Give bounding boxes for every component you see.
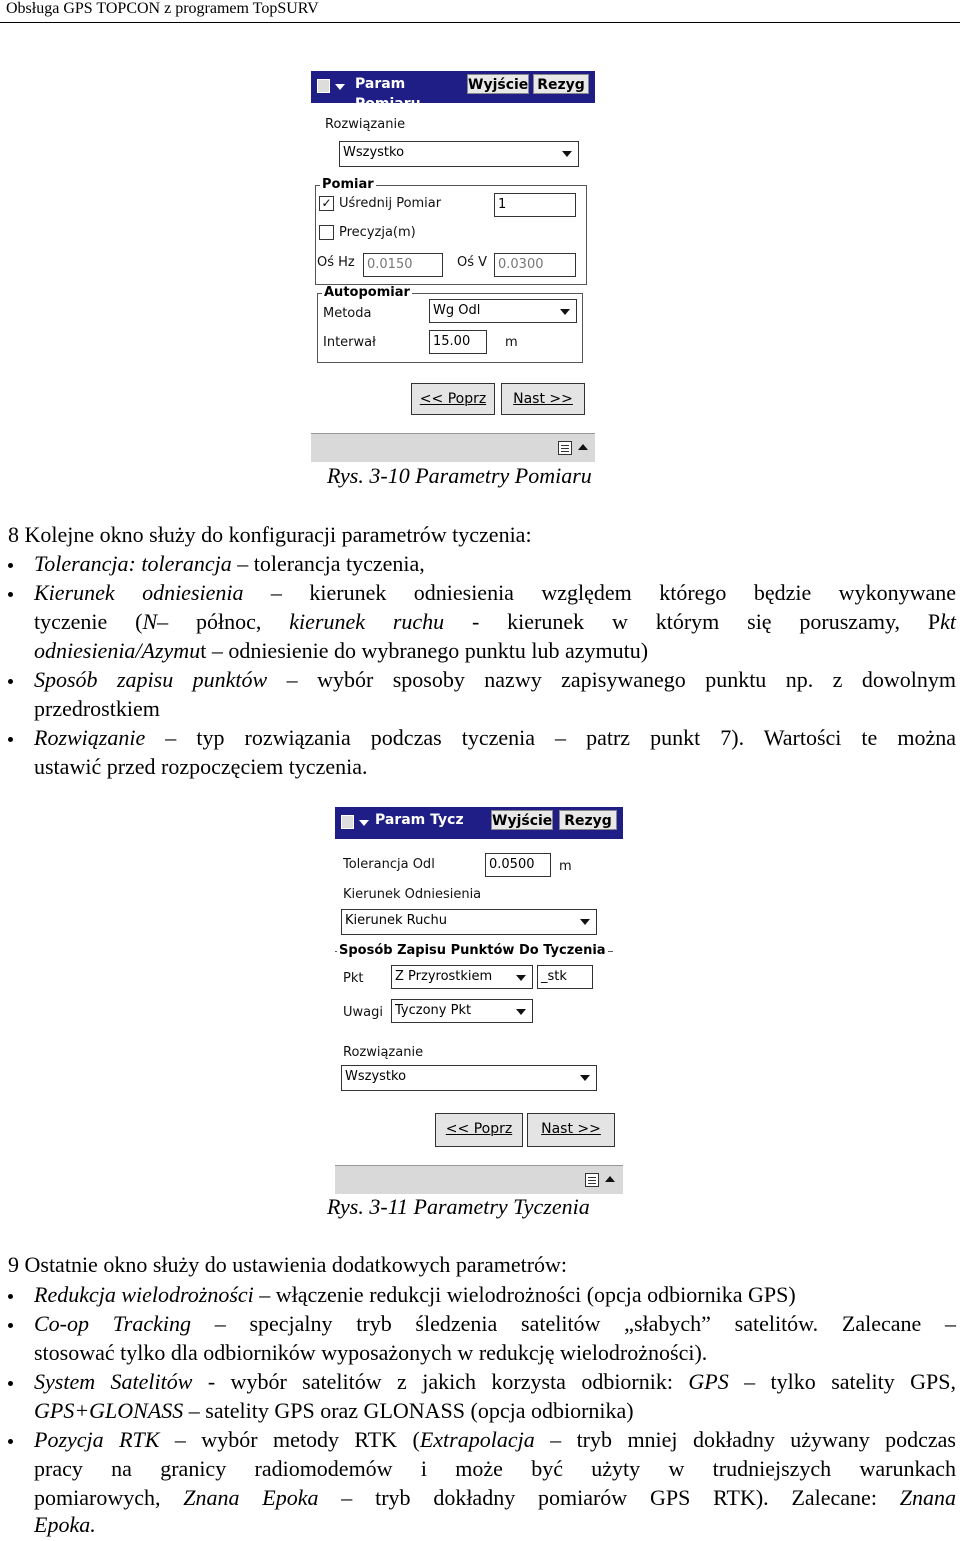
solution-select[interactable]: Wszystko bbox=[341, 1065, 597, 1091]
list-item-cont bbox=[34, 1396, 634, 1425]
title-bar bbox=[335, 807, 623, 839]
list-item bbox=[34, 1280, 796, 1309]
bullet bbox=[8, 737, 13, 742]
hz-label: Oś Hz bbox=[317, 255, 355, 270]
sip-arrow-icon[interactable] bbox=[578, 444, 588, 450]
list-item-cont bbox=[34, 1510, 96, 1539]
figure-caption: Rys. 3-11 Parametry Tyczenia bbox=[327, 1194, 590, 1219]
term: Epoka. bbox=[34, 1512, 96, 1537]
page-header: Obsługa GPS TOPCON z programem TopSURV bbox=[6, 0, 319, 17]
group-autopomiar-title: Autopomiar bbox=[324, 285, 410, 300]
group-pomiar-title: Pomiar bbox=[322, 177, 374, 192]
text: – tryb dokładny pomiarów GPS RTK). Zalecane: bbox=[318, 1485, 900, 1510]
list-item-cont bbox=[34, 607, 956, 636]
avg-checkbox[interactable]: ✓ bbox=[319, 196, 334, 211]
tolerance-label: Tolerancja Odl bbox=[343, 857, 435, 872]
desc: – włączenie redukcji wielodrożności (opcja odbiornika GPS) bbox=[253, 1282, 796, 1307]
text: tyczenie ( bbox=[34, 609, 143, 634]
text: pomiarowych, bbox=[34, 1485, 184, 1510]
exit-button[interactable]: Wyjście bbox=[491, 810, 553, 830]
desc: – kierunek odniesienia względem którego będzie wykonywane bbox=[243, 580, 956, 605]
precision-label: Precyzja(m) bbox=[339, 225, 416, 240]
text: – satelity GPS oraz GLONASS (opcja odbiornika) bbox=[183, 1398, 634, 1423]
method-label: Metoda bbox=[323, 306, 372, 321]
interval-unit: m bbox=[505, 335, 518, 350]
bullet bbox=[8, 563, 13, 568]
term: Sposób zapisu punktów bbox=[34, 667, 268, 692]
notes-select[interactable]: Tyczony Pkt bbox=[391, 999, 533, 1023]
desc: – tolerancja tyczenia, bbox=[231, 551, 425, 576]
bullet bbox=[8, 592, 13, 597]
keyboard-icon[interactable] bbox=[585, 1173, 599, 1187]
avg-label: Uśrednij Pomiar bbox=[339, 196, 442, 211]
section-8-intro: 8 Kolejne okno służy do konfiguracji parametrów tyczenia: bbox=[8, 522, 532, 547]
bullet bbox=[8, 1439, 13, 1444]
next-button[interactable]: Nast >> bbox=[501, 383, 585, 415]
keyboard-icon[interactable] bbox=[558, 441, 572, 455]
term: Tolerancja: tolerancja bbox=[34, 551, 232, 576]
list-item bbox=[34, 1309, 956, 1338]
list-item bbox=[34, 1367, 956, 1396]
status-bar bbox=[311, 433, 595, 462]
direction-label: Kierunek Odniesienia bbox=[343, 887, 482, 902]
term: Rozwiązanie bbox=[34, 725, 146, 750]
notes-label: Uwagi bbox=[343, 1005, 383, 1020]
term: Znana Epoka bbox=[183, 1485, 319, 1510]
solution-label: Rozwiązanie bbox=[325, 117, 406, 132]
term: odniesienia/Azymu bbox=[34, 638, 201, 663]
cancel-button[interactable]: Rezyg bbox=[533, 74, 589, 94]
term: GPS+GLONASS bbox=[34, 1398, 184, 1423]
direction-select[interactable]: Kierunek Ruchu bbox=[341, 909, 597, 935]
term: kt bbox=[940, 609, 956, 634]
list-item-cont: przedrostkiem bbox=[34, 696, 160, 721]
figure-caption: Rys. 3-10 Parametry Pomiaru bbox=[327, 463, 592, 488]
header-rule bbox=[0, 22, 960, 23]
v-input[interactable]: 0.0300 bbox=[494, 253, 576, 277]
desc: – typ rozwiązania podczas tyczenia – patrz punkt 7). Wartości te można bbox=[145, 725, 956, 750]
cancel-button[interactable]: Rezyg bbox=[559, 810, 617, 830]
term: Znana bbox=[899, 1485, 956, 1510]
interval-label: Interwał bbox=[323, 335, 376, 350]
tolerance-unit: m bbox=[559, 859, 572, 874]
group-save-points-title: Sposób Zapisu Punktów Do Tyczenia bbox=[339, 943, 606, 958]
list-item-cont: pracy na granicy radiomodemów i może być użyty w trudniejszych warunkach bbox=[34, 1456, 956, 1481]
avg-input[interactable]: 1 bbox=[494, 193, 576, 217]
bullet bbox=[8, 1381, 13, 1386]
text: - kierunek w którym się poruszamy, P bbox=[444, 609, 941, 634]
text: – wybór metody RTK ( bbox=[159, 1427, 420, 1452]
term: System Satelitów bbox=[34, 1369, 193, 1394]
menu-icon[interactable] bbox=[315, 77, 353, 97]
prev-button[interactable]: << Poprz bbox=[435, 1113, 523, 1147]
next-button[interactable]: Nast >> bbox=[527, 1113, 615, 1147]
term: Kierunek odniesienia bbox=[34, 580, 244, 605]
term: N bbox=[142, 609, 158, 634]
precision-checkbox[interactable] bbox=[319, 225, 334, 240]
tolerance-input[interactable]: 0.0500 bbox=[485, 853, 551, 877]
interval-input[interactable]: 15.00 bbox=[429, 330, 487, 354]
term: kierunek ruchu bbox=[289, 609, 445, 634]
prev-button[interactable]: << Poprz bbox=[411, 383, 495, 415]
section-9-intro: 9 Ostatnie okno służy do ustawienia dodatkowych parametrów: bbox=[8, 1252, 568, 1277]
status-bar bbox=[335, 1165, 623, 1194]
list-item-cont: ustawić przed rozpoczęciem tyczenia. bbox=[34, 754, 368, 779]
term: Pozycja RTK bbox=[34, 1427, 160, 1452]
text: – tryb mniej dokładny używany podczas bbox=[534, 1427, 956, 1452]
list-item bbox=[34, 578, 956, 607]
hz-input[interactable]: 0.0150 bbox=[363, 253, 443, 277]
desc: – specjalny tryb śledzenia satelitów „słabych” satelitów. Zalecane – bbox=[190, 1311, 956, 1336]
list-item-cont bbox=[34, 636, 648, 665]
pkt-select[interactable]: Z Przyrostkiem bbox=[391, 965, 533, 989]
exit-button[interactable]: Wyjście bbox=[467, 74, 529, 94]
tab-param-pomiaru[interactable]: Param Pomiaru bbox=[355, 76, 421, 112]
method-select[interactable]: Wg Odl bbox=[429, 299, 577, 323]
text: - wybór satelitów z jakich korzysta odbiornik: bbox=[192, 1369, 689, 1394]
desc: – wybór sposoby nazwy zapisywanego punktu np. z dowolnym bbox=[267, 667, 956, 692]
bullet bbox=[8, 1323, 13, 1328]
term: Redukcja wielodrożności bbox=[34, 1282, 254, 1307]
text: t – odniesienie do wybranego punktu lub azymutu) bbox=[200, 638, 649, 663]
pkt-suffix-input[interactable]: _stk bbox=[537, 965, 593, 989]
term: GPS bbox=[688, 1369, 729, 1394]
text: – tylko satelity GPS, bbox=[728, 1369, 957, 1394]
v-label: Oś V bbox=[457, 255, 488, 270]
list-item-cont: stosować tylko dla odbiorników wyposażonych w redukcję wielodrożności). bbox=[34, 1340, 708, 1365]
list-item bbox=[34, 665, 956, 694]
pkt-label: Pkt bbox=[343, 971, 364, 986]
list-item bbox=[34, 549, 425, 578]
list-item bbox=[34, 723, 956, 752]
screenshot-param-pomiaru bbox=[311, 71, 595, 461]
list-item bbox=[34, 1425, 956, 1454]
tab-param-tycz[interactable]: Param Tycz bbox=[375, 812, 464, 828]
sip-arrow-icon[interactable] bbox=[605, 1176, 615, 1182]
term: Co-op Tracking bbox=[34, 1311, 191, 1336]
title-bar bbox=[311, 71, 595, 112]
term: Extrapolacja bbox=[419, 1427, 535, 1452]
text: – północ, bbox=[157, 609, 290, 634]
bullet bbox=[8, 679, 13, 684]
bullet bbox=[8, 1294, 13, 1299]
solution-label: Rozwiązanie bbox=[343, 1045, 424, 1060]
list-item-cont bbox=[34, 1483, 956, 1512]
screenshot-param-tycz bbox=[335, 807, 623, 1193]
solution-select[interactable]: Wszystko bbox=[339, 141, 579, 167]
